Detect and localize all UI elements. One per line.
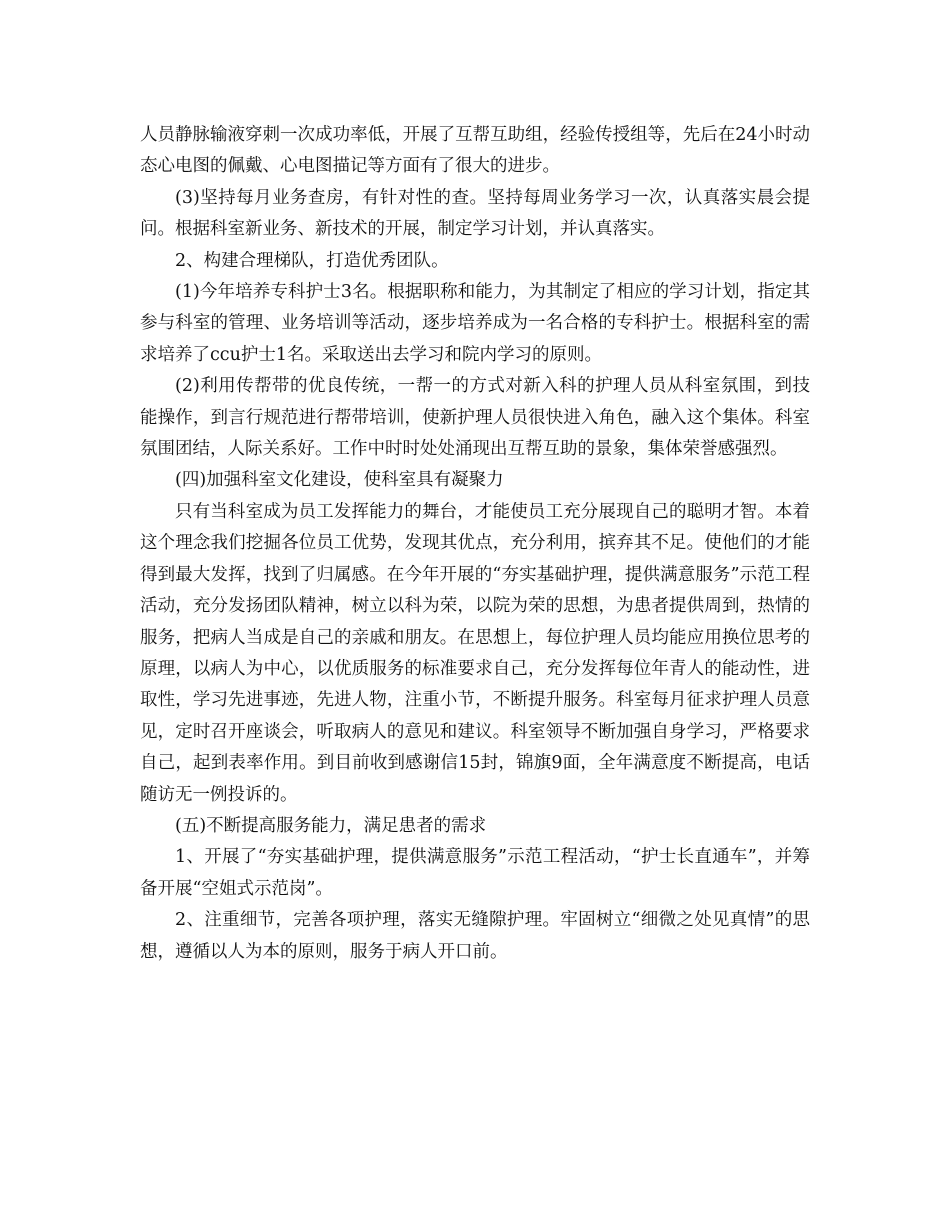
paragraph-2: (3)坚持每月业务查房，有针对性的查。坚持每周业务学习一次，认真落实晨会提问。根据科室新业务、新技术的开展，制定学习计划，并认真落实。 (140, 187, 810, 240)
section-heading-4: (四)加强科室文化建设，使科室具有凝聚力 (175, 470, 504, 491)
section-heading-5: (五)不断提高服务能力，满足患者的需求 (175, 815, 487, 836)
paragraph-5: (2)利用传帮带的优良传统，一帮一的方式对新入科的护理人员从科室氛围，到技能操作，到言行规范进行帮带培训，使新护理人员很快进入角色，融入这个集体。科室氛围团结，人际关系好。工作中时时处处涌现出互帮互助的景象，集体荣誉感强烈。 (140, 376, 810, 460)
paragraph-10: 2、注重细节，完善各项护理，落实无缝隙护理。牢固树立“细微之处见真情”的思想，遵循以人为本的原则，服务于病人开口前。 (140, 910, 810, 962)
paragraph-1: 人员静脉输液穿刺一次成功率低，开展了互帮互助组，经验传授组等，先后在24小时动态心电图的佩戴、心电图描记等方面有了很大的进步。 (140, 125, 810, 177)
paragraph-7: 只有当科室成为员工发挥能力的舞台，才能使员工充分展现自己的聪明才智。本着这个理念我们挖掘各位员工优势，发现其优点，充分利用，摈弃其不足。使他们的才能得到最大发挥，找到了归属感。在今年开展的“夯实基础护理，提供满意服务”示范工程活动，充分发扬团队精神，树立以科为荣，以院为荣的思想，为患者提供周到，热情的服务，把病人当成是自己的亲戚和朋友。在思想上，每位护理人员均能应用换位思考的原理，以病人为中心，以优质服务的标准要求自己，充分发挥每位年青人的能动性，进取性，学习先进事迹，先进人物，注重小节，不断提升服务。科室每月征求护理人员意见，定时召开座谈会，听取病人的意见和建议。科室领导不断加强自身学习，严格要求自己，起到表率作用。到目前收到感谢信15封，锦旗9面，全年满意度不断提高，电话随访无一例投诉的。 (140, 501, 810, 805)
paragraph-4: (1)今年培养专科护士3名。根据职称和能力，为其制定了相应的学习计划，指定其参与科室的管理、业务培训等活动，逐步培养成为一名合格的专科护士。根据科室的需求培养了ccu护士1名。采取送出去学习和院内学习的原则。 (140, 282, 810, 365)
paragraph-9: 1、开展了“夯实基础护理，提供满意服务”示范工程活动，“护士长直通车”，并筹备开展“空姐式示范岗”。 (140, 847, 810, 899)
document-body (140, 120, 810, 968)
paragraph-3: 2、构建合理梯队，打造优秀团队。 (175, 250, 449, 271)
